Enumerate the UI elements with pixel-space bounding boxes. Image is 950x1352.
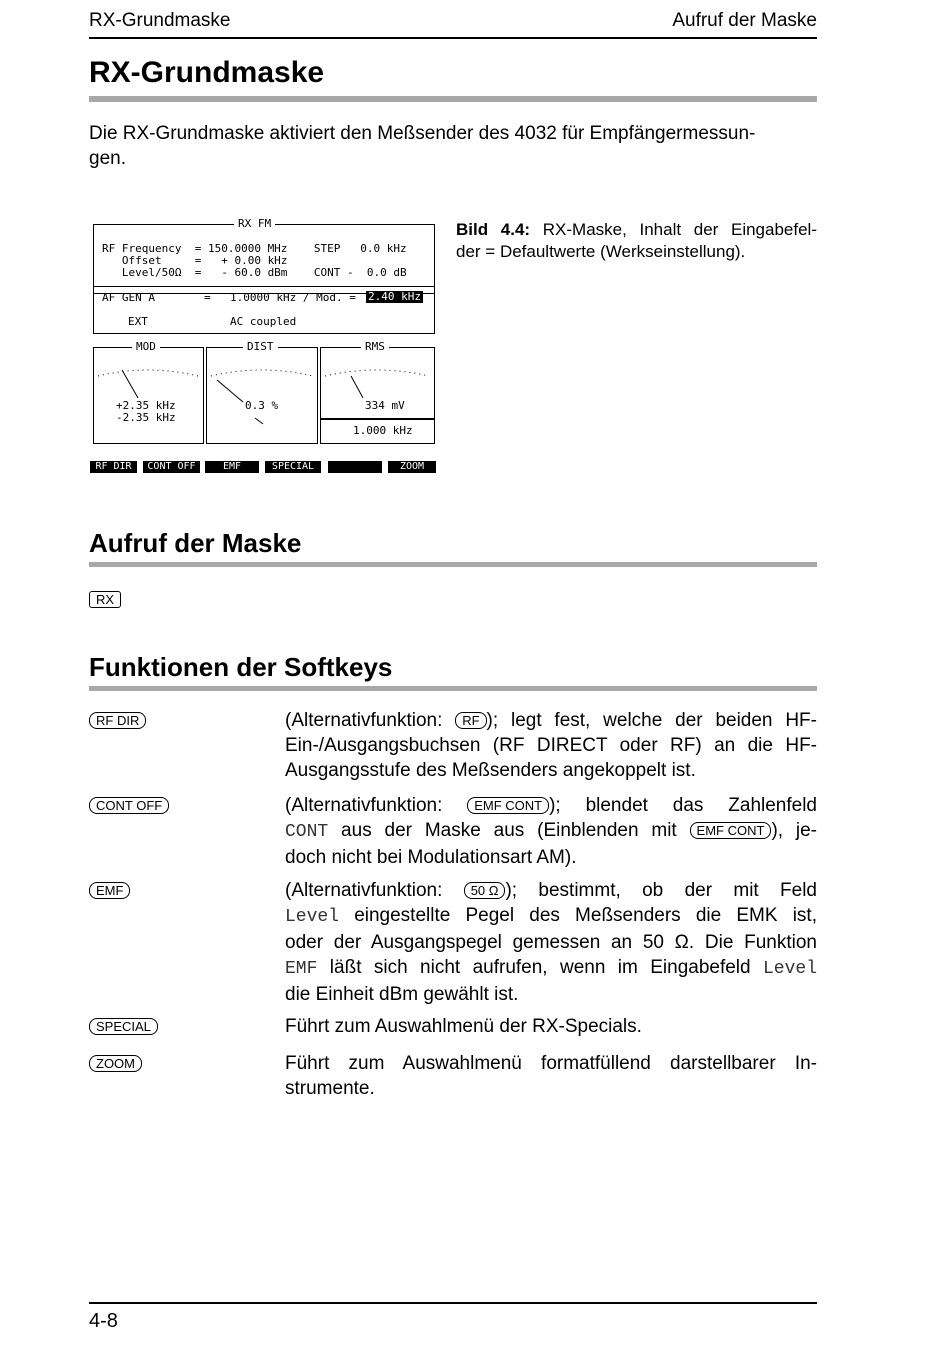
description-text: läßt sich nicht aufrufen, wenn im Eingabefeld bbox=[317, 957, 763, 978]
ext-value: AC coupled bbox=[230, 315, 297, 328]
title-underline bbox=[89, 96, 817, 102]
af-mod-field[interactable]: 2.40 kHz bbox=[368, 290, 421, 303]
intro-paragraph bbox=[89, 121, 817, 171]
dist-value: 0.3 % bbox=[245, 399, 279, 412]
section-title-aufruf: Aufruf der Maske bbox=[89, 528, 302, 558]
description-text: Führt zum Auswahlmenü der RX-Specials. bbox=[285, 1016, 642, 1037]
description-line bbox=[285, 818, 817, 845]
section-title-softkeys: Funktionen der Softkeys bbox=[89, 652, 393, 682]
rx-settings-box bbox=[93, 217, 435, 294]
description-line bbox=[285, 1051, 817, 1076]
softkey-bar bbox=[89, 461, 437, 473]
description-text: ); blendet das Zahlenfeld bbox=[549, 795, 817, 816]
running-header-left: RX-Grundmaske bbox=[89, 10, 231, 31]
description-text: eingestellte Pegel des Meßsenders die EMK ist, bbox=[339, 905, 817, 926]
dist-meter-label: DIST bbox=[243, 340, 278, 354]
rms-value: 334 mV bbox=[365, 399, 405, 412]
description-text: doch nicht bei Modulationsart AM). bbox=[285, 847, 577, 868]
softkey-emf[interactable]: EMF bbox=[205, 461, 259, 473]
mod-meter-label: MOD bbox=[132, 340, 160, 354]
page-title: RX-Grundmaske bbox=[89, 56, 325, 89]
rx-key[interactable]: RX bbox=[89, 591, 121, 608]
description-text: ); legt fest, welche der beiden HF- bbox=[486, 710, 817, 731]
af-gen-value: 1.0000 kHz / Mod. = bbox=[230, 291, 356, 304]
intro-line: gen. bbox=[89, 148, 126, 169]
field-name: CONT bbox=[285, 822, 329, 842]
description-line bbox=[285, 708, 817, 733]
softkey-description bbox=[285, 878, 817, 1007]
caption-label: Bild 4.4: bbox=[456, 220, 531, 239]
rf-frequency-row: RF Frequency = 150.0000 MHz STEP 0.0 kHz bbox=[102, 242, 407, 255]
section-rule bbox=[89, 562, 817, 567]
description-line bbox=[285, 903, 817, 930]
header-rule bbox=[89, 37, 817, 39]
softkey-rf-dir[interactable]: RF DIR bbox=[90, 461, 137, 473]
softkey-cont-off[interactable]: CONT OFF bbox=[143, 461, 200, 473]
softkey-blank[interactable] bbox=[328, 461, 382, 473]
description-text: (Alternativfunktion: bbox=[285, 710, 456, 731]
description-line bbox=[285, 845, 817, 870]
description-line bbox=[285, 733, 817, 758]
af-gen-box bbox=[93, 286, 435, 334]
rms-divider bbox=[321, 418, 434, 420]
description-text: ); bestimmt, ob der mit Feld bbox=[505, 880, 817, 901]
description-text: Führt zum Auswahlmenü formatfüllend darstellbarer In- bbox=[285, 1053, 817, 1074]
description-line bbox=[285, 930, 817, 955]
softkey-special[interactable]: SPECIAL bbox=[265, 461, 321, 473]
intro-line: Die RX-Grundmaske aktiviert den Meßsender des 4032 für Empfängermessun- bbox=[89, 123, 756, 144]
description-text: (Alternativfunktion: bbox=[285, 880, 464, 901]
caption-line-2: der = Defaultwerte (Werkseinstellung). bbox=[456, 242, 746, 261]
mod-meter bbox=[93, 340, 204, 444]
description-text: Ein-/Ausgangsbuchsen (RF DIRECT oder RF) an die HF- bbox=[285, 735, 817, 756]
rms-meter bbox=[320, 340, 435, 444]
af-gen-eq: = bbox=[204, 291, 211, 304]
rx-screen-figure bbox=[89, 214, 437, 476]
description-text: strumente. bbox=[285, 1078, 375, 1099]
field-name: Level bbox=[762, 959, 817, 979]
caption-line-1: RX-Maske, Inhalt der Eingabefel- bbox=[542, 220, 817, 239]
footer-rule bbox=[89, 1302, 817, 1304]
description-text: Ausgangsstufe des Meßsenders angekoppelt ist. bbox=[285, 760, 696, 781]
description-text: die Einheit dBm gewählt ist. bbox=[285, 984, 519, 1005]
softkey-rf-dir-key[interactable]: RF DIR bbox=[89, 712, 146, 729]
softkey-zoom-key[interactable]: ZOOM bbox=[89, 1055, 142, 1072]
figure-caption bbox=[456, 219, 817, 263]
description-line bbox=[285, 955, 817, 982]
offset-row: Offset = + 0.00 kHz bbox=[102, 254, 288, 267]
softkey-emf-key[interactable]: EMF bbox=[89, 882, 130, 899]
level-row: Level/50Ω = - 60.0 dBm CONT - 0.0 dB bbox=[102, 266, 407, 279]
softkey-description bbox=[285, 1014, 817, 1039]
section-rule bbox=[89, 686, 817, 691]
af-gen-label: AF GEN A bbox=[102, 291, 155, 304]
softkey-description bbox=[285, 1051, 817, 1101]
softkey-special-key[interactable]: SPECIAL bbox=[89, 1018, 158, 1035]
description-line bbox=[285, 982, 817, 1007]
description-line bbox=[285, 878, 817, 903]
inline-key[interactable]: 50 Ω bbox=[464, 882, 506, 899]
softkey-zoom[interactable]: ZOOM bbox=[388, 461, 436, 473]
description-text: (Alternativfunktion: bbox=[285, 795, 468, 816]
ext-label: EXT bbox=[128, 315, 148, 328]
dist-meter bbox=[206, 340, 318, 444]
dist-meter-scale bbox=[207, 356, 317, 426]
rx-key-row bbox=[89, 591, 121, 610]
mod-value-plus: +2.35 kHz bbox=[116, 399, 176, 412]
softkey-description bbox=[285, 708, 817, 783]
description-text: oder der Ausgangspegel gemessen an 50 Ω. Die Funktion bbox=[285, 932, 817, 953]
field-name: EMF bbox=[285, 959, 318, 979]
description-line bbox=[285, 793, 817, 818]
rms-frequency: 1.000 kHz bbox=[353, 424, 413, 437]
inline-key[interactable]: EMF CONT bbox=[690, 822, 772, 839]
description-line bbox=[285, 1076, 817, 1101]
description-text: ), je- bbox=[771, 820, 817, 841]
softkey-description bbox=[285, 793, 817, 870]
description-line bbox=[285, 1014, 817, 1039]
mod-value-minus: -2.35 kHz bbox=[116, 411, 176, 424]
running-header-right: Aufruf der Maske bbox=[672, 10, 817, 31]
description-line bbox=[285, 758, 817, 783]
inline-key[interactable]: RF bbox=[455, 712, 486, 729]
screen-title: RX FM bbox=[234, 217, 275, 231]
field-name: Level bbox=[285, 907, 340, 927]
page-number: 4-8 bbox=[89, 1310, 118, 1332]
softkey-cont-off-key[interactable]: CONT OFF bbox=[89, 797, 169, 814]
rms-meter-label: RMS bbox=[361, 340, 389, 354]
inline-key[interactable]: EMF CONT bbox=[467, 797, 549, 814]
description-text: aus der Maske aus (Einblenden mit bbox=[328, 820, 690, 841]
